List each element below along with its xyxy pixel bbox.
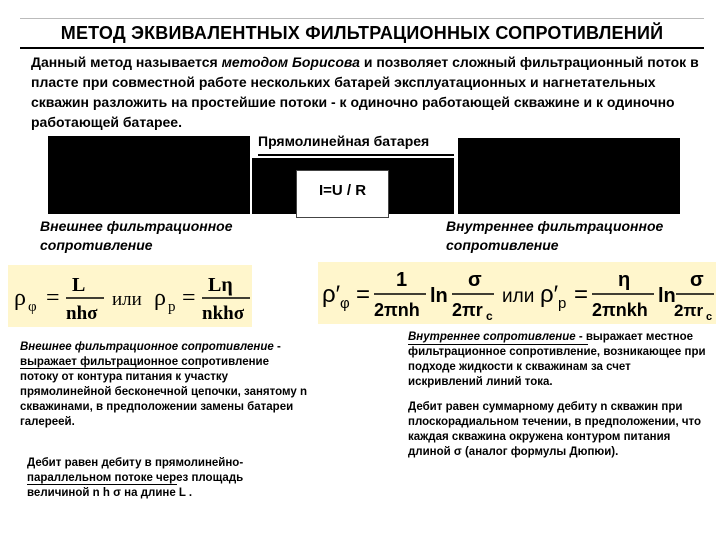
internal-note-rule [408,344,588,345]
equals-sign: = [46,285,60,311]
sigma-denominator: 2πr [452,300,483,320]
battery-image-left [48,136,250,214]
external-resistance-heading: Внешнее фильтрационное сопротивление [40,218,233,253]
internal-resistance-formula [318,262,716,324]
internal-resistance-heading: Внутреннее фильтрационное сопротивление [446,218,664,253]
numerator-2: Lη [208,274,233,296]
equals-sign-4: = [574,281,589,308]
denominator-4: 2πnkh [592,300,648,320]
sigma-denominator-sub-2: c [706,311,713,323]
external-resistance-note [20,340,310,430]
internal-note-term: Внутреннее сопротивление [408,331,576,343]
rho-symbol: ρ [14,285,26,311]
intro-text-1: Данный метод называется [31,54,222,70]
external-formula-svg [8,265,252,327]
equals-sign-3: = [356,281,371,308]
external-resistance-formula [8,265,252,327]
sigma-numerator-2: σ [690,269,704,291]
numerator-3: 1 [396,269,408,291]
battery-label: Прямолинейная батарея [258,132,454,156]
denominator: nhσ [66,303,98,324]
intro-paragraph [31,52,701,132]
or-word-2: или [502,286,535,307]
sigma-denominator-sub: c [486,309,493,323]
page-title: МЕТОД ЭКВИВАЛЕНТНЫХ ФИЛЬТРАЦИОННЫХ СОПРОТИВЛЕНИЙ [20,18,704,49]
external-note-term: Внешнее фильтрационное сопротивление [20,341,274,353]
sigma-denominator-2: 2πr [674,301,704,320]
external-debit-note: Дебит равен дебиту в прямолинейно-параллельном потоке через площадь величиной n h σ на длине L . [27,457,244,499]
equals-sign-2: = [182,285,196,311]
sigma-numerator: σ [468,269,482,291]
rho-prime-sub-2: р [558,295,567,312]
internal-note-text: - выражает местное фильтрационное сопротивление, возникающее при подходе жидкости к скважинам за счет искривлений линий тока. [408,331,706,388]
battery-image-right [458,138,680,214]
rho-sub-2: р [168,299,176,315]
method-name: методом Борисова [221,54,360,70]
or-word: или [112,289,142,310]
internal-resistance-note [408,330,708,390]
internal-debit-note: Дебит равен суммарному дебиту n скважин при плоскорадиальном течении, в предположении, что каждая скважина окружена контуром питания длиной σ (аналог формулы Дюпюи). [408,401,702,458]
denominator-3: 2πnh [374,300,420,320]
rho-symbol-2: ρ [154,285,166,311]
rho-prime: ρ′ [322,281,341,308]
rho-sub: φ [28,299,37,315]
ln-2: ln [658,285,676,307]
intro-text-2: и позволяет сложный фильтрационный поток в пласте при совместной работе нескольких батарей эксплуатационных и нагнетательных скважин разложить на простейшие потоки - к одиночно работающей скважине и к одиночно работающей батарее. [31,54,699,130]
external-debit-rule [27,484,177,485]
ohm-formula: I=U / R [296,170,389,218]
external-note-text: - выражает фильтрационное сопротивление потоку от контура питания к участку прямолинейной бесконечной цепочки, занятому n скважинами, в предположении замены батареи галереей. [20,341,307,428]
numerator-4: η [618,269,631,291]
rho-prime-2: ρ′ [540,281,559,308]
rho-prime-sub: φ [340,295,350,312]
denominator-2: nkhσ [202,303,245,324]
numerator: L [72,274,86,296]
internal-formula-svg [318,262,716,324]
external-note-rule [20,368,200,369]
ln-1: ln [430,285,448,307]
